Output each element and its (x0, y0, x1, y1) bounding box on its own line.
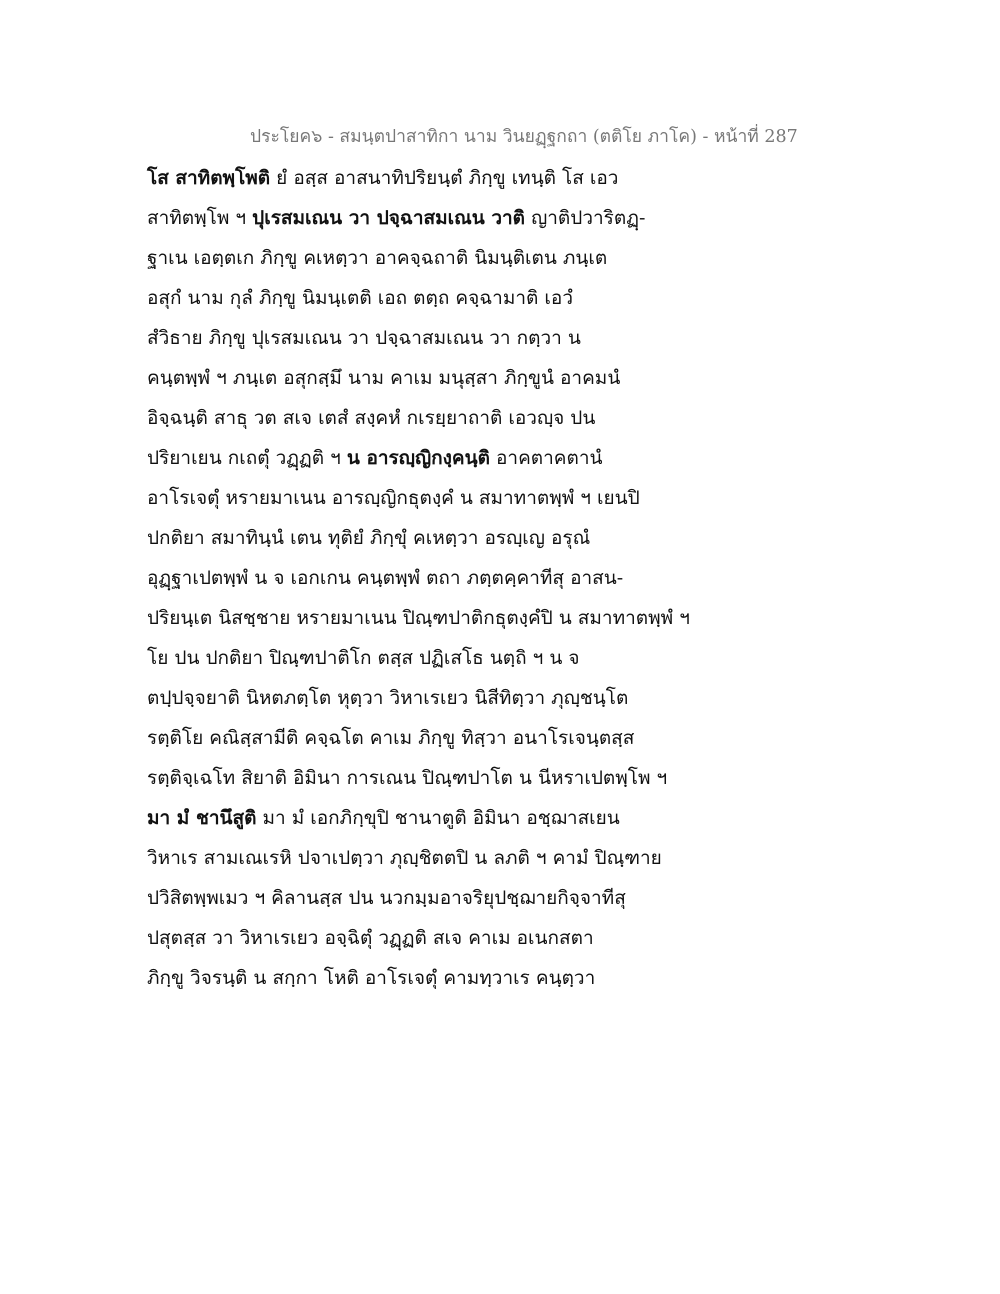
text-segment: รตฺติจฺเฉโท สิยาติ อิมินา การเณน ปิณฺฑปาโต น นีหราเปตพฺโพ ฯ (147, 767, 668, 789)
text-line (147, 638, 707, 678)
text-segment: มา มํ เอกภิกฺขุปิ ชานาตูติ อิมินา อชฺฌาสเยน (256, 807, 620, 829)
text-line (147, 238, 707, 278)
text-line (147, 678, 707, 718)
text-segment: ญาติปวาริตฏฺ- (525, 207, 646, 229)
text-segment: รตฺติโย คณิสฺสามีติ คจฺฉโต คาเม ภิกฺขู ทิสฺวา อนาโรเจนฺตสฺส (147, 727, 635, 749)
body-text (147, 158, 707, 998)
text-segment: ปกติยา สมาทินฺนํ เตน ทุติยํ ภิกฺขุํ คเหตฺวา อรญฺเญ อรุณํ (147, 527, 591, 549)
text-segment: คนฺตพฺพํ ฯ ภนฺเต อสุกสฺมึ นาม คาเม มนุสฺสา ภิกฺขูนํ อาคมนํ (147, 367, 621, 389)
text-segment: ตปฺปจฺจยาติ นิหตภตฺโต หุตฺวา วิหาเรเยว นิสีทิตฺวา ภุญฺชนฺโต (147, 687, 629, 709)
text-segment: อิจฺฉนฺติ สาธุ วต สเจ เตสํ สงฺคหํ กเรยฺยาถาติ เอวญฺจ ปน (147, 407, 596, 429)
text-segment: ยํ อสฺส อาสนาทิปริยนฺตํ ภิกฺขู เทนฺติ โส เอว (270, 167, 619, 189)
text-segment: สาทิตพฺโพ ฯ (147, 207, 253, 229)
text-segment: ภิกฺขู วิจรนฺติ น สกฺกา โหติ อาโรเจตุํ คามทฺวาเร คนฺตฺวา (147, 967, 596, 989)
text-line (147, 918, 707, 958)
text-segment: อสุกํ นาม กุลํ ภิกฺขู นิมนฺเตติ เอถ ตตฺถ คจฺฉามาติ เอวํ (147, 287, 573, 309)
bold-lemma: น อารญฺญิกงฺคนฺติ (346, 447, 490, 469)
text-segment: ฐาเน เอตฺตเก ภิกฺขู คเหตฺวา อาคจฺฉถาติ นิมนฺติเตน ภนฺเต (147, 247, 608, 269)
bold-lemma: โส สาทิตพฺโพติ (147, 167, 271, 189)
text-line (147, 598, 707, 638)
text-segment: ปริยนฺเต นิสชฺชาย หรายมาเนน ปิณฺฑปาติกธุตงฺคํปิ น สมาทาตพฺพํ ฯ (147, 607, 690, 629)
text-line (147, 878, 707, 918)
text-line (147, 198, 707, 238)
text-segment: วิหาเร สามเณเรหิ ปจาเปตฺวา ภุญฺชิตตปิ น ลภติ ฯ คามํ ปิณฺฑาย (147, 847, 662, 869)
text-segment: ปสุตสฺส วา วิหาเรเยว อจฺฉิตุํ วฏฺฏติ สเจ คาเม อเนกสตา (147, 927, 594, 949)
text-line (147, 398, 707, 438)
text-segment: โย ปน ปกติยา ปิณฺฑปาติโก ตสฺส ปฏิเสโธ นตฺถิ ฯ น จ (147, 647, 580, 669)
text-line (147, 958, 707, 998)
text-line (147, 558, 707, 598)
text-line (147, 438, 707, 478)
text-segment: อาคตาคตานํ (489, 447, 603, 469)
text-segment: ปวิสิตพฺพเมว ฯ คิลานสฺส ปน นวกมฺมอาจริยุปชฺฌายกิจฺจาทีสุ (147, 887, 626, 909)
text-line (147, 518, 707, 558)
text-segment: สํวิธาย ภิกฺขู ปุเรสมเณน วา ปจฺฉาสมเณน วา กตฺวา น (147, 327, 581, 349)
text-line (147, 318, 707, 358)
running-head: ประโยค๖ - สมนฺตปาสาทิกา นาม วินยฏฺฐกถา (ตติโย ภาโค) - หน้าที่ 287 (250, 127, 798, 147)
text-segment: อุฏฺฐาเปตพฺพํ น จ เอกเกน คนฺตพฺพํ ตถา ภตฺตคฺคาทีสุ อาสน- (147, 567, 624, 589)
text-segment: อาโรเจตุํ หรายมาเนน อารญฺญิกธุตงฺคํ น สมาทาตพฺพํ ฯ เยนปิ (147, 487, 640, 509)
bold-lemma: ปุเรสมเณน วา ปจฺฉาสมเณน วาติ (252, 207, 526, 229)
text-line (147, 278, 707, 318)
text-segment: ปริยาเยน กเถตุํ วฏฺฏติ ฯ (147, 447, 347, 469)
text-line (147, 358, 707, 398)
text-line (147, 758, 707, 798)
text-line (147, 158, 707, 198)
text-line (147, 478, 707, 518)
text-line (147, 798, 707, 838)
text-line (147, 838, 707, 878)
bold-lemma: มา มํ ชานึสูติ (147, 807, 257, 829)
text-line (147, 718, 707, 758)
